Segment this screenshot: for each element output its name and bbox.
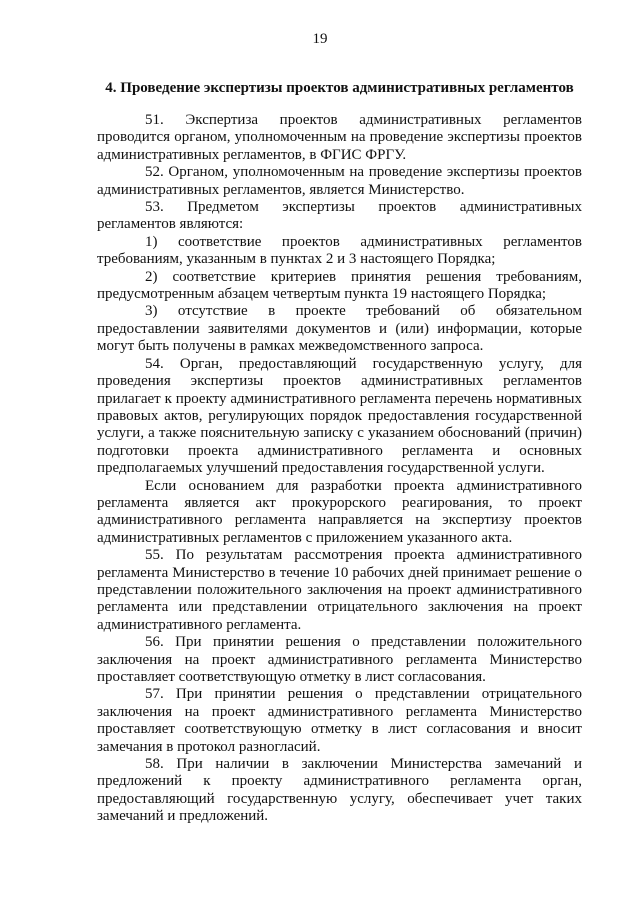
paragraph-53-item-1: 1) соответствие проектов административных регламентов требованиям, указанным в пунктах 2 и 3 настоящего Порядка; [97,233,582,268]
document-body [97,112,582,826]
paragraph-58: 58. При наличии в заключении Министерства замечаний и предложений к проекту административного регламента орган, предоставляющий государственную услугу, обеспечивает учет таких замечаний и предложений. [97,756,582,825]
paragraph-53-item-3: 3) отсутствие в проекте требований об обязательном предоставлении заявителями документов и (или) информации, которые могут быть получены в рамках межведомственного запроса. [97,303,582,355]
paragraph-53: 53. Предметом экспертизы проектов административных регламентов являются: [97,199,582,233]
paragraph-52: 52. Органом, уполномоченным на проведение экспертизы проектов административных регламентов, является Министерство. [97,164,582,198]
paragraph-51: 51. Экспертиза проектов административных регламентов проводится органом, уполномоченным на проведение экспертизы проектов административных регламентов, в ФГИС ФРГУ. [97,112,582,163]
paragraph-55: 55. По результатам рассмотрения проекта административного регламента Министерство в течение 10 рабочих дней принимает решение о представлении положительного заключения на проект административного регламента или представлении отрицательного заключения на проект административного регламента. [97,547,582,633]
page-number: 19 [312,31,328,47]
paragraph-53-item-2: 2) соответствие критериев принятия решения требованиям, предусмотренным абзацем четвертым пункта 19 настоящего Порядка; [97,268,582,303]
paragraph-57: 57. При принятии решения о представлении отрицательного заключения на проект административного регламента Министерство проставляет соответствующую отметку в лист согласования и вносит замечания в протокол разногласий. [97,686,582,755]
section-title: 4. Проведение экспертизы проектов административных регламентов [105,80,574,96]
paragraph-56: 56. При принятии решения о представлении положительного заключения на проект административного регламента Министерство проставляет соответствующую отметку в лист согласования. [97,634,582,685]
paragraph-54-continued: Если основанием для разработки проекта административного регламента является акт прокурорского реагирования, то проект административного регламента направляется на экспертизу проектов административных регламентов с приложением указанного акта. [97,477,582,546]
paragraph-54: 54. Орган, предоставляющий государственную услугу, для проведения экспертизы проектов административных регламентов прилагает к проекту административного регламента перечень нормативных правовых актов, регулирующих порядок предоставления государственной услуги, а также пояснительную записку с указанием обоснований (причин) подготовки проекта административного регламента и основных предполагаемых улучшений предоставления государственной услуги. [97,355,582,477]
